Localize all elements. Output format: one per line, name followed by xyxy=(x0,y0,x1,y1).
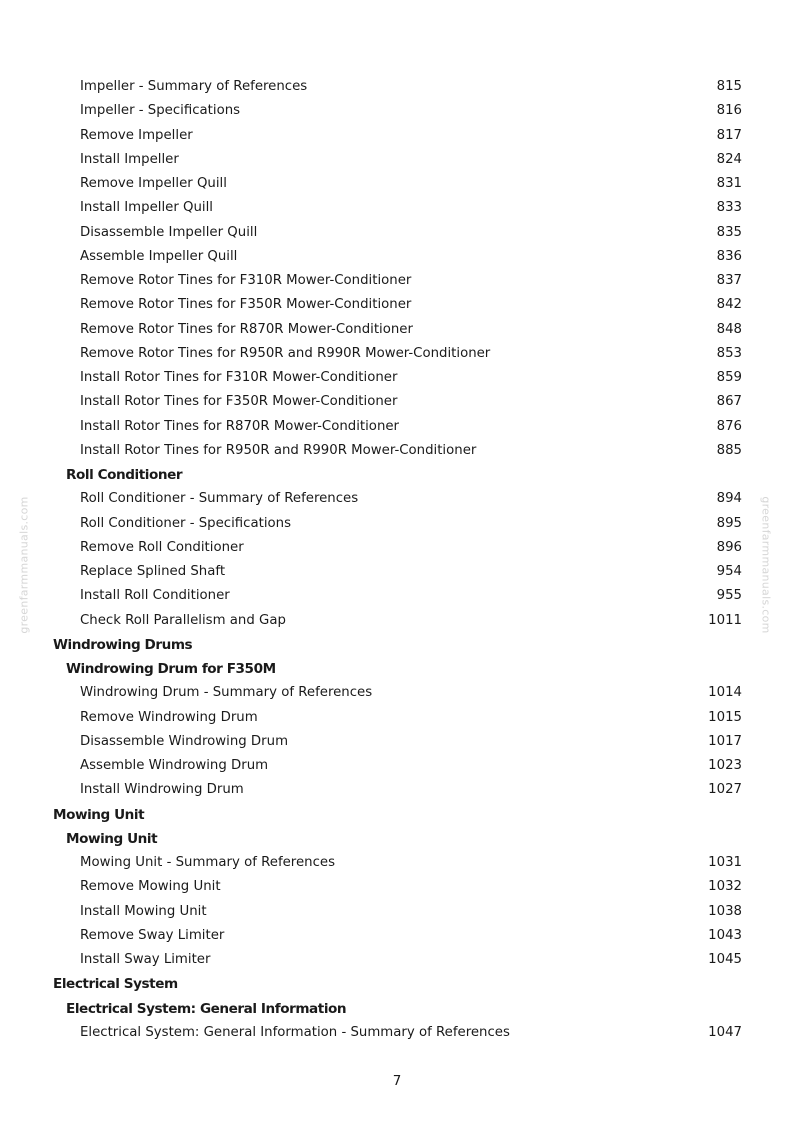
toc-entry-title: Install Windrowing Drum xyxy=(80,782,244,798)
toc-entry-page-number: 831 xyxy=(716,176,742,191)
toc-entry[interactable] xyxy=(0,900,794,924)
toc-entry-page-number: 833 xyxy=(716,200,742,216)
toc-entry-page-number: 896 xyxy=(716,539,742,555)
toc-entry-page-number: 816 xyxy=(716,103,742,119)
toc-entry[interactable] xyxy=(0,536,794,560)
toc-entry-title: Install Roll Conditioner xyxy=(80,588,230,604)
toc-entry-title: Install Rotor Tines for R870R Mower-Conditioner xyxy=(80,418,400,434)
toc-entry-page-number: 853 xyxy=(716,345,742,361)
toc-entry-title: Install Sway Limiter xyxy=(80,952,211,967)
toc-entry-title: Electrical System xyxy=(53,976,178,993)
toc-entry-title: Remove Sway Limiter xyxy=(80,927,225,943)
toc-entry-title: Mowing Unit - Summary of References xyxy=(80,855,336,870)
toc-entry[interactable] xyxy=(0,948,794,972)
toc-entry-title: Remove Windrowing Drum xyxy=(80,709,258,725)
toc-entry[interactable] xyxy=(0,487,794,511)
toc-entry[interactable] xyxy=(0,415,794,439)
toc-entry-title: Disassemble Windrowing Drum xyxy=(80,733,289,749)
toc-entry-title: Roll Conditioner - Specifications xyxy=(80,515,292,531)
toc-entry[interactable] xyxy=(0,342,794,366)
toc-entry-page-number: 1014 xyxy=(708,685,742,701)
toc-entry[interactable] xyxy=(0,560,794,584)
toc-entry[interactable] xyxy=(0,730,794,754)
toc-entry[interactable] xyxy=(0,196,794,220)
toc-entry-title: Roll Conditioner - Summary of References xyxy=(80,491,359,507)
toc-section-heading xyxy=(0,972,794,996)
toc-entry-page-number: 817 xyxy=(716,127,742,143)
toc-entry-page-number: 859 xyxy=(716,370,742,385)
toc-entry-page-number: 1023 xyxy=(708,758,742,773)
toc-entry-title: Windrowing Drum for F350M xyxy=(66,661,276,677)
toc-entry-page-number: 867 xyxy=(716,394,742,410)
toc-entry-page-number: 954 xyxy=(716,564,742,579)
toc-entry-title: Remove Mowing Unit xyxy=(80,879,221,895)
toc-entry-page-number: 1027 xyxy=(708,782,742,798)
toc-entry-page-number: 955 xyxy=(716,588,742,604)
toc-entry-title: Install Rotor Tines for R950R and R990R Mower-Conditioner xyxy=(80,442,477,458)
toc-entry-page-number: 1015 xyxy=(708,709,742,725)
table-of-contents xyxy=(0,75,794,1045)
toc-entry-title: Electrical System: General Information xyxy=(66,1000,347,1017)
toc-entry-title: Windrowing Drum - Summary of References xyxy=(80,685,373,701)
toc-entry[interactable] xyxy=(0,851,794,875)
toc-entry[interactable] xyxy=(0,609,794,633)
toc-entry-title: Impeller - Summary of References xyxy=(80,79,308,94)
toc-entry-title: Windrowing Drums xyxy=(53,636,193,653)
toc-entry-title: Remove Impeller Quill xyxy=(80,176,227,191)
toc-entry-page-number: 894 xyxy=(716,491,742,507)
toc-entry-page-number: 1043 xyxy=(708,927,742,943)
toc-entry-page-number: 1045 xyxy=(708,952,742,967)
toc-entry-title: Impeller - Specifications xyxy=(80,103,241,119)
toc-entry[interactable] xyxy=(0,512,794,536)
toc-entry-page-number: 842 xyxy=(716,297,742,313)
toc-entry-page-number: 835 xyxy=(716,224,742,240)
toc-entry[interactable] xyxy=(0,148,794,172)
toc-entry-title: Install Rotor Tines for F350R Mower-Conditioner xyxy=(80,394,398,410)
toc-entry-page-number: 824 xyxy=(716,151,742,167)
toc-entry[interactable] xyxy=(0,318,794,342)
toc-entry[interactable] xyxy=(0,124,794,148)
toc-entry-page-number: 876 xyxy=(716,418,742,434)
toc-entry-title: Assemble Impeller Quill xyxy=(80,248,238,264)
toc-entry[interactable] xyxy=(0,1021,794,1045)
toc-entry-page-number: 837 xyxy=(716,273,742,288)
toc-entry-title: Mowing Unit xyxy=(66,830,158,847)
toc-entry-title: Check Roll Parallelism and Gap xyxy=(80,612,286,628)
toc-entry[interactable] xyxy=(0,778,794,802)
toc-entry-page-number: 815 xyxy=(716,79,742,94)
toc-entry-title: Replace Splined Shaft xyxy=(80,564,226,579)
toc-entry[interactable] xyxy=(0,99,794,123)
watermark-right: greenfarmmanuals.com xyxy=(759,496,773,634)
toc-section-heading xyxy=(0,633,794,657)
toc-entry-title: Remove Rotor Tines for F350R Mower-Conditioner xyxy=(80,297,412,313)
toc-entry-title: Install Impeller Quill xyxy=(80,200,213,216)
toc-entry-page-number: 1017 xyxy=(708,733,742,749)
toc-entry[interactable] xyxy=(0,293,794,317)
toc-entry-title: Remove Rotor Tines for F310R Mower-Conditioner xyxy=(80,273,412,288)
toc-subsection-heading xyxy=(0,827,794,851)
toc-entry[interactable] xyxy=(0,584,794,608)
toc-entry-page-number: 885 xyxy=(716,442,742,458)
toc-entry-page-number: 895 xyxy=(716,515,742,531)
toc-entry-title: Roll Conditioner xyxy=(66,467,183,483)
toc-entry[interactable] xyxy=(0,924,794,948)
toc-entry[interactable] xyxy=(0,875,794,899)
toc-entry[interactable] xyxy=(0,439,794,463)
toc-subsection-heading xyxy=(0,463,794,487)
toc-entry[interactable] xyxy=(0,681,794,705)
toc-entry[interactable] xyxy=(0,706,794,730)
toc-entry-page-number: 848 xyxy=(716,321,742,337)
toc-entry-title: Mowing Unit xyxy=(53,806,145,823)
toc-entry-title: Disassemble Impeller Quill xyxy=(80,224,258,240)
toc-entry[interactable] xyxy=(0,390,794,414)
toc-entry[interactable] xyxy=(0,366,794,390)
toc-entry-page-number: 1011 xyxy=(708,612,742,628)
toc-entry[interactable] xyxy=(0,269,794,293)
toc-entry-title: Electrical System: General Information - Summary of References xyxy=(80,1024,510,1040)
toc-entry-title: Remove Roll Conditioner xyxy=(80,539,244,555)
toc-entry-title: Install Rotor Tines for F310R Mower-Conditioner xyxy=(80,370,398,385)
toc-entry[interactable] xyxy=(0,245,794,269)
toc-entry[interactable] xyxy=(0,172,794,196)
toc-entry-title: Remove Rotor Tines for R950R and R990R Mower-Conditioner xyxy=(80,345,491,361)
toc-entry-page-number: 1031 xyxy=(708,855,742,870)
toc-entry-title: Remove Rotor Tines for R870R Mower-Conditioner xyxy=(80,321,413,337)
watermark-left: greenfarmmanuals.com xyxy=(17,496,31,634)
toc-subsection-heading xyxy=(0,657,794,681)
toc-entry[interactable] xyxy=(0,754,794,778)
toc-entry-title: Assemble Windrowing Drum xyxy=(80,758,269,773)
toc-entry[interactable] xyxy=(0,75,794,99)
toc-entry[interactable] xyxy=(0,221,794,245)
toc-entry-title: Remove Impeller xyxy=(80,127,193,143)
toc-entry-page-number: 1032 xyxy=(708,879,742,895)
toc-entry-page-number: 836 xyxy=(716,248,742,264)
toc-entry-title: Install Mowing Unit xyxy=(80,903,207,919)
toc-section-heading xyxy=(0,803,794,827)
toc-entry-page-number: 1047 xyxy=(708,1024,742,1040)
page-number: 7 xyxy=(392,1073,402,1089)
toc-entry-page-number: 1038 xyxy=(708,903,742,919)
toc-entry-title: Install Impeller xyxy=(80,151,179,167)
toc-subsection-heading xyxy=(0,997,794,1021)
